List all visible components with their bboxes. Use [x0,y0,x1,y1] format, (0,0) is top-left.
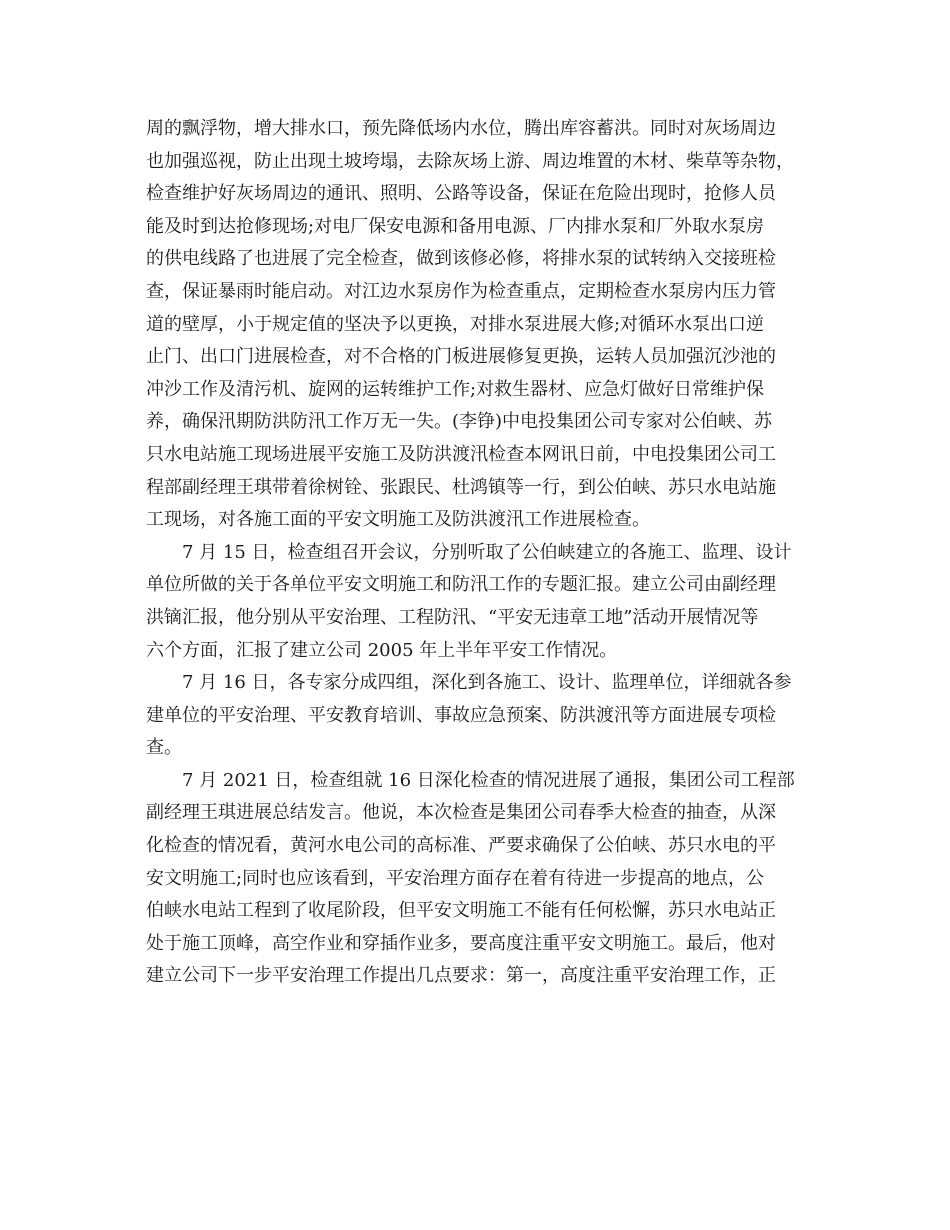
text-line: 7 月 16 日，各专家分成四组，深化到各施工、设计、监理单位，详细就各参 [182,672,792,694]
text-line: 安文明施工;同时也应该看到，平安治理方面存在着有待进一步提高的地点，公 [146,867,765,889]
text-line: 化检查的情况看，黄河水电公司的高标准、严要求确保了公伯峡、苏只水电的平 [146,835,776,857]
paragraph [146,765,810,993]
paragraph [146,537,810,667]
paragraph [146,667,810,765]
text-line: 六个方面，汇报了建立公司 2005 年上半年平安工作情况。 [146,639,618,661]
text-line: 副经理王琪进展总结发言。他说，本次检查是集团公司春季大检查的抽查，从深 [146,802,776,824]
text-line: 查。 [146,737,182,759]
text-line: 止门、出口门进展检查，对不合格的门板进展修复更换，运转人员加强沉沙池的 [146,346,776,368]
text-line: 只水电站施工现场进展平安施工及防洪渡汛检查本网讯日前，中电投集团公司工 [146,443,776,465]
text-line: 工现场，对各施工面的平安文明施工及防洪渡汛工作进展检查。 [146,509,650,531]
text-line: 7 月 2021 日，检查组就 16 日深化检查的情况进展了通报，集团公司工程部 [182,769,795,791]
text-line: 洪镝汇报，他分别从平安治理、工程防汛、“平安无违章工地”活动开展情况等 [146,606,759,628]
text-line: 道的壁厚，小于规定值的坚决予以更换，对排水泵进展大修;对循环水泵出口逆 [146,313,765,335]
text-line: 的供电线路了也进展了完全检查，做到该修必修，将排水泵的试转纳入交接班检 [146,248,776,270]
text-line: 查，保证暴雨时能启动。对江边水泵房作为检查重点，定期检查水泵房内压力管 [146,280,776,302]
text-line: 伯峡水电站工程到了收尾阶段，但平安文明施工不能有任何松懈，苏只水电站正 [146,900,776,922]
text-line: 建立公司下一步平安治理工作提出几点要求：第一，高度注重平安治理工作，正 [146,965,776,987]
text-line: 也加强巡视，防止出现土坡垮塌，去除灰场上游、周边堆置的木材、柴草等杂物， [146,150,794,172]
text-line: 建单位的平安治理、平安教育培训、事故应急预案、防洪渡汛等方面进展专项检 [146,704,776,726]
text-line: 7 月 15 日，检查组召开会议，分别听取了公伯峡建立的各施工、监理、设计 [182,541,792,563]
text-line: 冲沙工作及清污机、旋网的运转维护工作;对救生器材、应急灯做好日常维护保 [146,378,765,400]
document-body [146,113,810,993]
text-line: 周的飘浮物，增大排水口，预先降低场内水位，腾出库容蓄洪。同时对灰场周边 [146,118,776,139]
text-line: 检查维护好灰场周边的通讯、照明、公路等设备，保证在危险出现时，抢修人员 [146,183,776,205]
text-line: 处于施工顶峰，高空作业和穿插作业多，要高度注重平安文明施工。最后，他对 [146,932,776,954]
text-line: 能及时到达抢修现场;对电厂保安电源和备用电源、厂内排水泵和厂外取水泵房 [146,215,765,237]
paragraph [146,113,810,537]
text-line: 养，确保汛期防洪防汛工作万无一失。(李铮)中电投集团公司专家对公伯峡、苏 [146,411,773,433]
text-line: 单位所做的关于各单位平安文明施工和防汛工作的专题汇报。建立公司由副经理 [146,574,776,596]
text-line: 程部副经理王琪带着徐树铨、张跟民、杜鸿镇等一行，到公伯峡、苏只水电站施 [146,476,776,498]
